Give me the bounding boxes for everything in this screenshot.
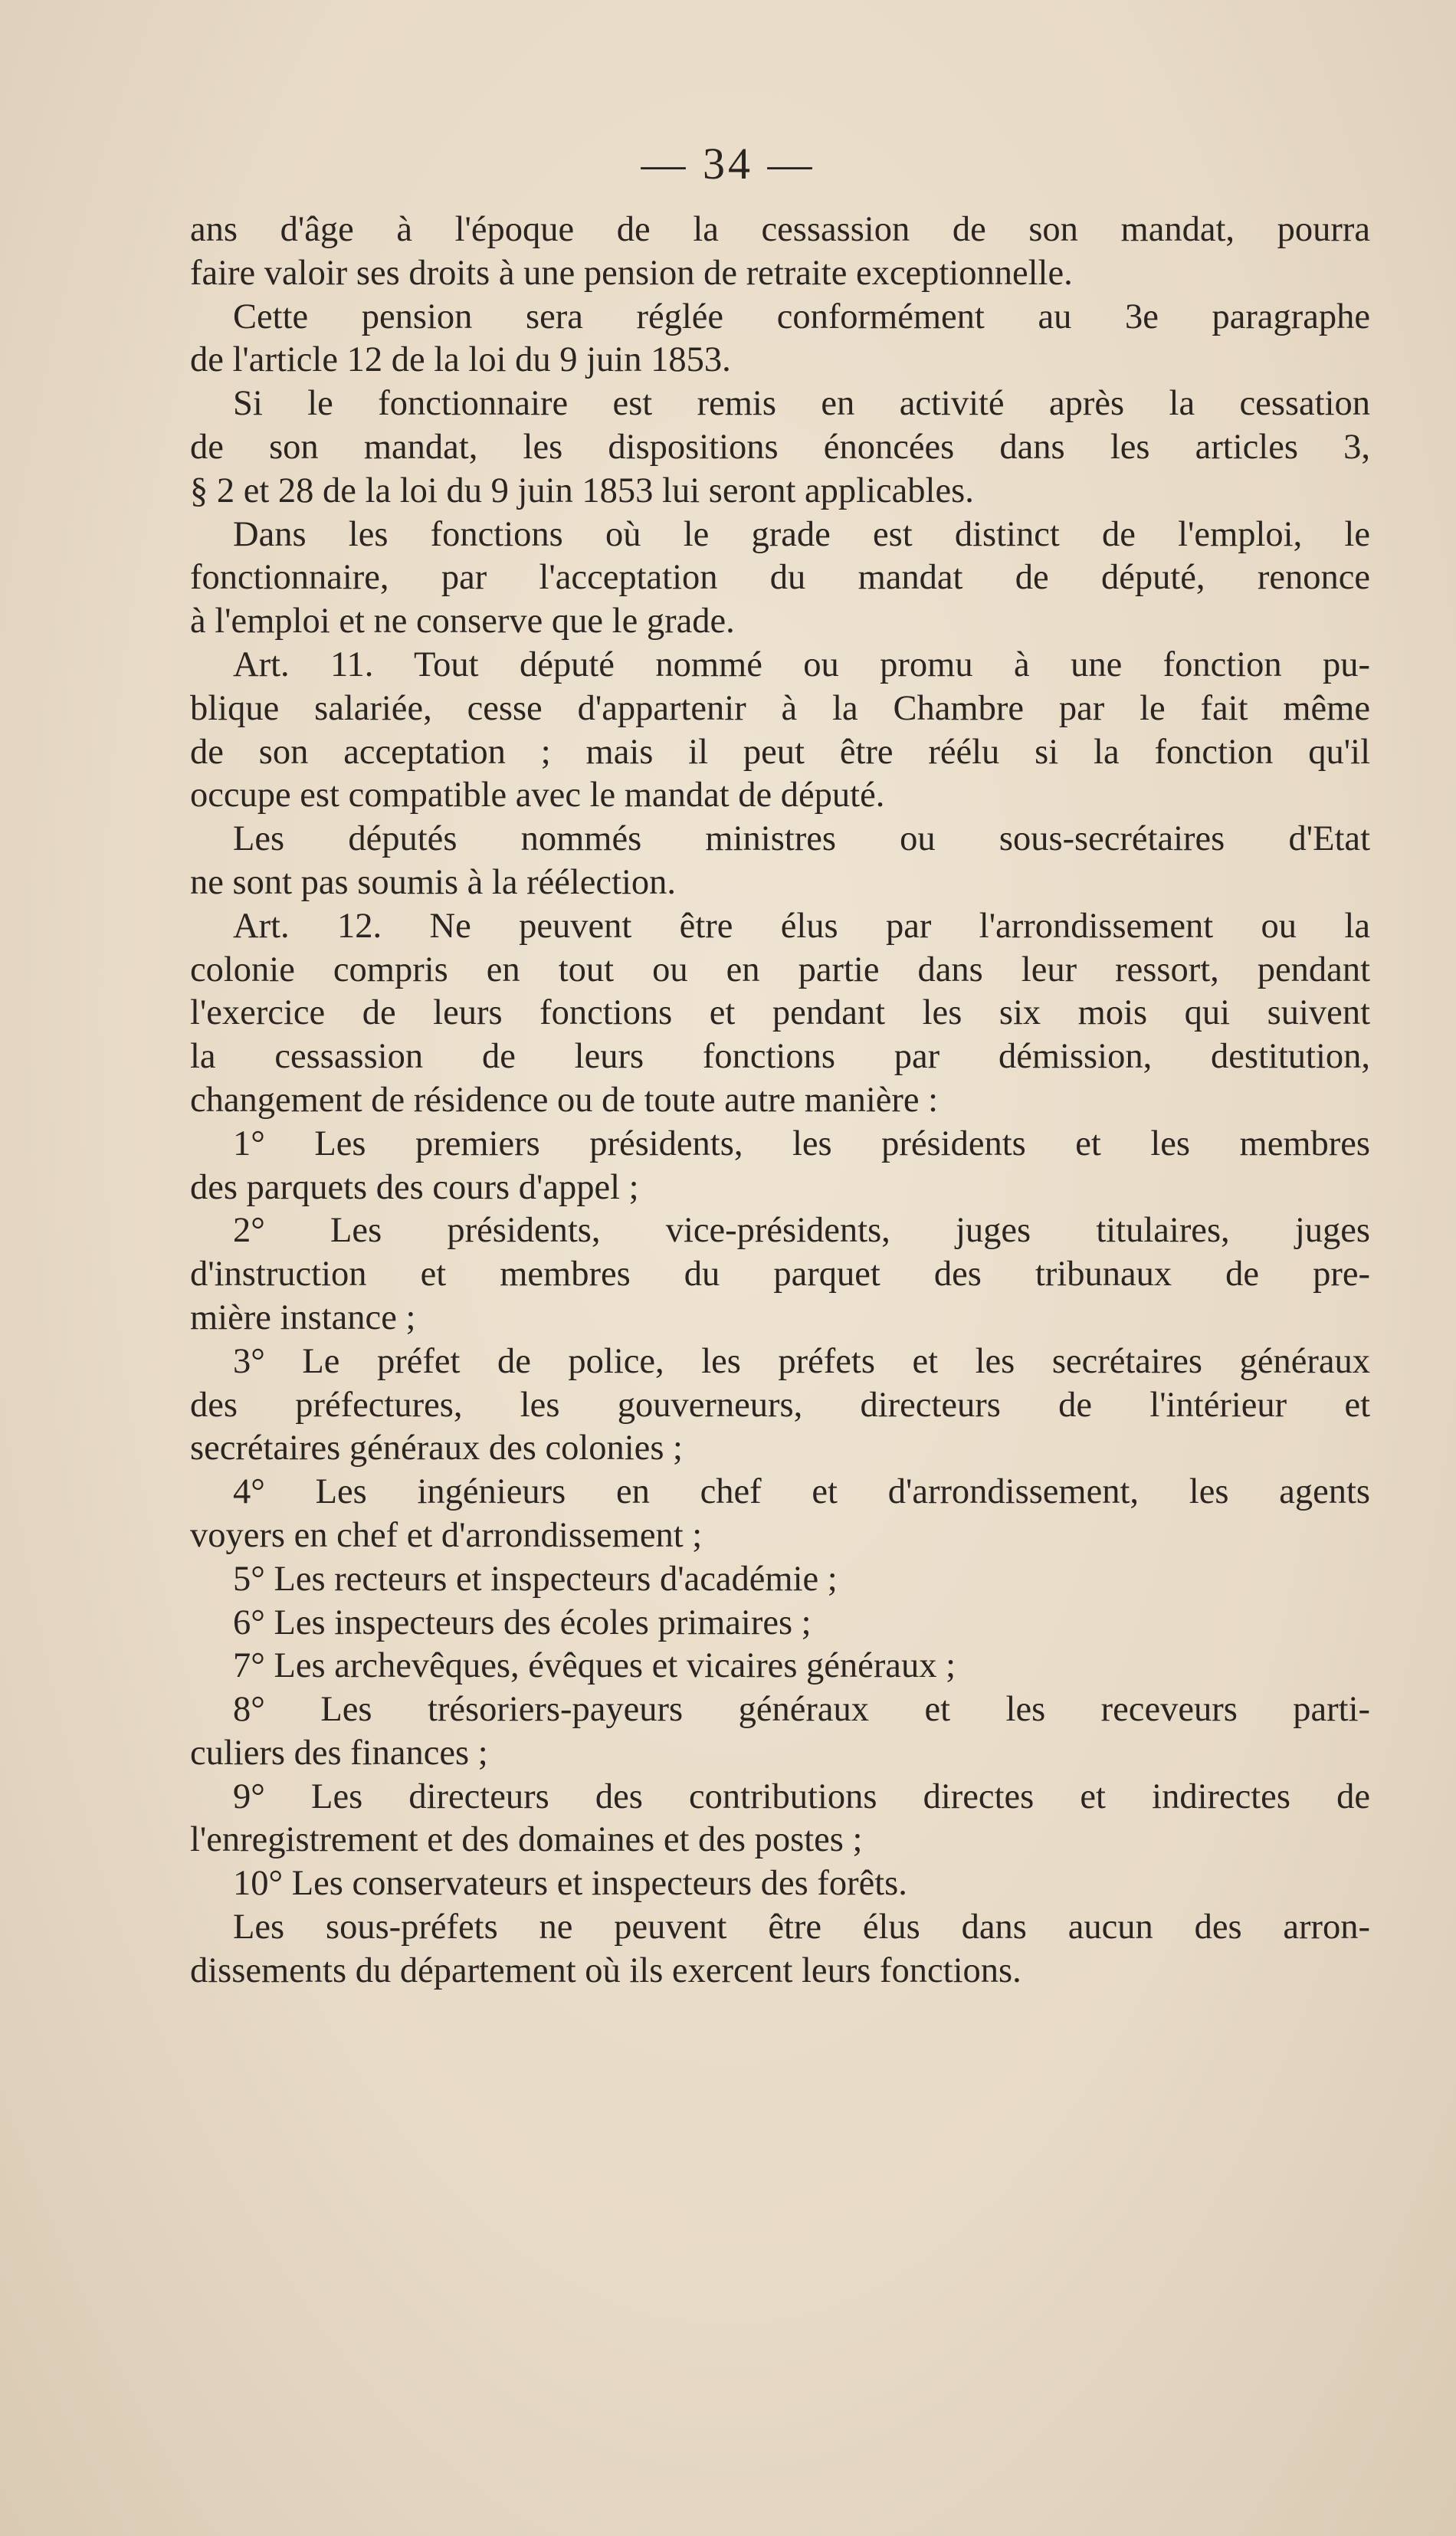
page-number: — 34 — — [641, 139, 815, 189]
text-line: 10° Les conservateurs et inspecteurs des forêts. — [233, 1864, 907, 1904]
text-line: 5° Les recteurs et inspecteurs d'académie ; — [233, 1559, 838, 1599]
text-line: Art. 12. Ne peuvent être élus par l'arrondissement ou la — [233, 906, 1370, 946]
text-line: blique salariée, cesse d'appartenir à la Chambre par le fait même — [190, 688, 1370, 728]
text-line: fonctionnaire, par l'acceptation du mandat de député, renonce — [190, 558, 1370, 598]
text-line: d'instruction et membres du parquet des tribunaux de pre- — [190, 1255, 1370, 1294]
text-line: Art. 11. Tout député nommé ou promu à une fonction pu- — [233, 645, 1370, 684]
text-line: 4° Les ingénieurs en chef et d'arrondissement, les agents — [233, 1472, 1370, 1512]
text-line: de son mandat, les dispositions énoncées dans les articles 3, — [190, 427, 1370, 467]
text-line: culiers des finances ; — [190, 1733, 488, 1773]
text-line: Les députés nommés ministres ou sous-secrétaires d'Etat — [233, 819, 1370, 859]
text-line: 7° Les archevêques, évêques et vicaires généraux ; — [233, 1646, 956, 1686]
text-line: 8° Les trésoriers-payeurs généraux et les receveurs parti- — [233, 1690, 1370, 1730]
text-line: Si le fonctionnaire est remis en activité après la cessation — [233, 384, 1370, 424]
text-line: à l'emploi et ne conserve que le grade. — [190, 602, 735, 641]
text-line: des préfectures, les gouverneurs, directeurs de l'intérieur et — [190, 1385, 1370, 1425]
text-line: 3° Le préfet de police, les préfets et les secrétaires généraux — [233, 1341, 1370, 1381]
text-line: ne sont pas soumis à la réélection. — [190, 862, 677, 902]
text-line: l'enregistrement et des domaines et des postes ; — [190, 1820, 863, 1860]
text-line: la cessassion de leurs fonctions par démission, destitution, — [190, 1037, 1370, 1077]
text-line: de l'article 12 de la loi du 9 juin 1853. — [190, 340, 731, 380]
text-line: faire valoir ses droits à une pension de retraite exceptionnelle. — [190, 253, 1073, 293]
text-line: dissements du département où ils exercent leurs fonctions. — [190, 1950, 1021, 1990]
text-line: occupe est compatible avec le mandat de député. — [190, 776, 885, 815]
text-line: de son acceptation ; mais il peut être réélu si la fonction qu'il — [190, 732, 1370, 772]
text-line: 9° Les directeurs des contributions directes et indirectes de — [233, 1777, 1370, 1816]
text-line: Dans les fonctions où le grade est distinct de l'emploi, le — [233, 514, 1370, 554]
text-line: 1° Les premiers présidents, les présidents et les membres — [233, 1124, 1370, 1163]
text-line: changement de résidence ou de toute autre manière : — [190, 1080, 939, 1120]
text-line: Cette pension sera réglée conformément au 3e paragraphe — [233, 297, 1370, 336]
text-line: colonie compris en tout ou en partie dans leur ressort, pendant — [190, 950, 1370, 989]
text-line: l'exercice de leurs fonctions et pendant les six mois qui suivent — [190, 993, 1370, 1033]
body-text — [190, 208, 1370, 1993]
text-line: § 2 et 28 de la loi du 9 juin 1853 lui seront applicables. — [190, 471, 974, 510]
text-line: Les sous-préfets ne peuvent être élus dans aucun des arron- — [233, 1908, 1370, 1947]
text-line: secrétaires généraux des colonies ; — [190, 1429, 683, 1468]
text-line: 6° Les inspecteurs des écoles primaires ; — [233, 1603, 812, 1642]
text-line: voyers en chef et d'arrondissement ; — [190, 1515, 703, 1555]
text-line: des parquets des cours d'appel ; — [190, 1167, 639, 1207]
text-line: mière instance ; — [190, 1298, 416, 1337]
text-line: ans d'âge à l'époque de la cessassion de son mandat, pourra — [190, 210, 1370, 249]
text-line: 2° Les présidents, vice-présidents, juges titulaires, juges — [233, 1211, 1370, 1251]
